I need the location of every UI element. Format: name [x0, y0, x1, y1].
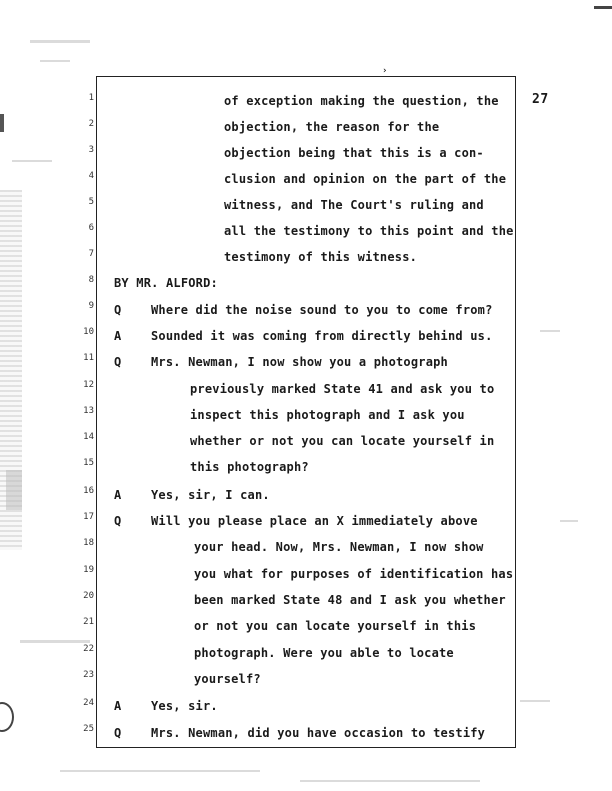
- transcript-line: you what for purposes of identification has: [194, 567, 514, 581]
- scan-speckle: [12, 160, 52, 162]
- transcript-line: of exception making the question, the: [224, 94, 499, 108]
- line-number: 1: [88, 93, 94, 103]
- line-number: 5: [88, 197, 94, 207]
- line-number: 21: [83, 617, 94, 627]
- transcript-line: Will you please place an X immediately above: [151, 514, 478, 528]
- scan-speckle: [540, 330, 560, 332]
- scan-artifact-tick: ›: [382, 66, 388, 76]
- scan-artifact-mark: [0, 114, 4, 132]
- page-number: 27: [532, 92, 549, 107]
- speaker-marker: A: [114, 329, 122, 343]
- speaker-marker: A: [114, 488, 122, 502]
- transcript-line: Yes, sir.: [151, 699, 218, 713]
- scan-speckle: [60, 770, 260, 772]
- examiner-heading: BY MR. ALFORD:: [114, 276, 218, 290]
- scan-artifact-arc: [0, 702, 14, 732]
- line-number: 25: [83, 724, 94, 734]
- line-number: 20: [83, 591, 94, 601]
- scan-artifact-dash: [594, 6, 612, 9]
- transcript-line: testimony of this witness.: [224, 250, 418, 264]
- line-number: 4: [88, 171, 94, 181]
- scan-speckle: [300, 780, 480, 782]
- transcript-line: inspect this photograph and I ask you: [190, 408, 465, 422]
- speaker-marker: Q: [114, 355, 122, 369]
- transcript-line: objection, the reason for the: [224, 120, 440, 134]
- line-number: 18: [83, 538, 94, 548]
- transcript-line: whether or not you can locate yourself in: [190, 434, 495, 448]
- line-number: 7: [88, 249, 94, 259]
- line-number: 22: [83, 644, 94, 654]
- transcript-line: yourself?: [194, 672, 261, 686]
- transcript-line: clusion and opinion on the part of the: [224, 172, 507, 186]
- transcript-line: Mrs. Newman, did you have occasion to testify: [151, 726, 486, 740]
- scan-speckle: [6, 470, 22, 510]
- transcript-line: Sounded it was coming from directly behind us.: [151, 329, 493, 343]
- line-number: 13: [83, 406, 94, 416]
- speaker-marker: Q: [114, 726, 122, 740]
- line-number: 14: [83, 432, 94, 442]
- transcript-line: your head. Now, Mrs. Newman, I now show: [194, 540, 484, 554]
- line-number: 6: [88, 223, 94, 233]
- line-number: 19: [83, 565, 94, 575]
- line-number: 23: [83, 670, 94, 680]
- speaker-marker: Q: [114, 303, 122, 317]
- transcript-line: witness, and The Court's ruling and: [224, 198, 484, 212]
- transcript-line: Yes, sir, I can.: [151, 488, 270, 502]
- scan-speckle: [560, 520, 578, 522]
- line-number: 9: [88, 301, 94, 311]
- scan-speckle: [520, 700, 550, 702]
- transcript-line: previously marked State 41 and ask you to: [190, 382, 495, 396]
- transcript-line: objection being that this is a con-: [224, 146, 484, 160]
- transcript-line: been marked State 48 and I ask you whether: [194, 593, 506, 607]
- line-number: 2: [88, 119, 94, 129]
- line-number: 10: [83, 327, 94, 337]
- transcript-line: Mrs. Newman, I now show you a photograph: [151, 355, 448, 369]
- scan-speckle: [20, 640, 90, 643]
- line-number: 15: [83, 458, 94, 468]
- speaker-marker: A: [114, 699, 122, 713]
- line-number: 24: [83, 698, 94, 708]
- scan-speckle: [30, 40, 90, 43]
- transcript-line: this photograph?: [190, 460, 309, 474]
- transcript-line: or not you can locate yourself in this: [194, 619, 477, 633]
- line-number: 8: [88, 275, 94, 285]
- line-number: 11: [83, 353, 94, 363]
- line-number: 16: [83, 486, 94, 496]
- line-number: 17: [83, 512, 94, 522]
- transcript-line: all the testimony to this point and the: [224, 224, 514, 238]
- scan-speckle: [40, 60, 70, 62]
- speaker-marker: Q: [114, 514, 122, 528]
- line-number: 3: [88, 145, 94, 155]
- transcript-line: Where did the noise sound to you to come from?: [151, 303, 493, 317]
- line-number: 12: [83, 380, 94, 390]
- transcript-line: photograph. Were you able to locate: [194, 646, 454, 660]
